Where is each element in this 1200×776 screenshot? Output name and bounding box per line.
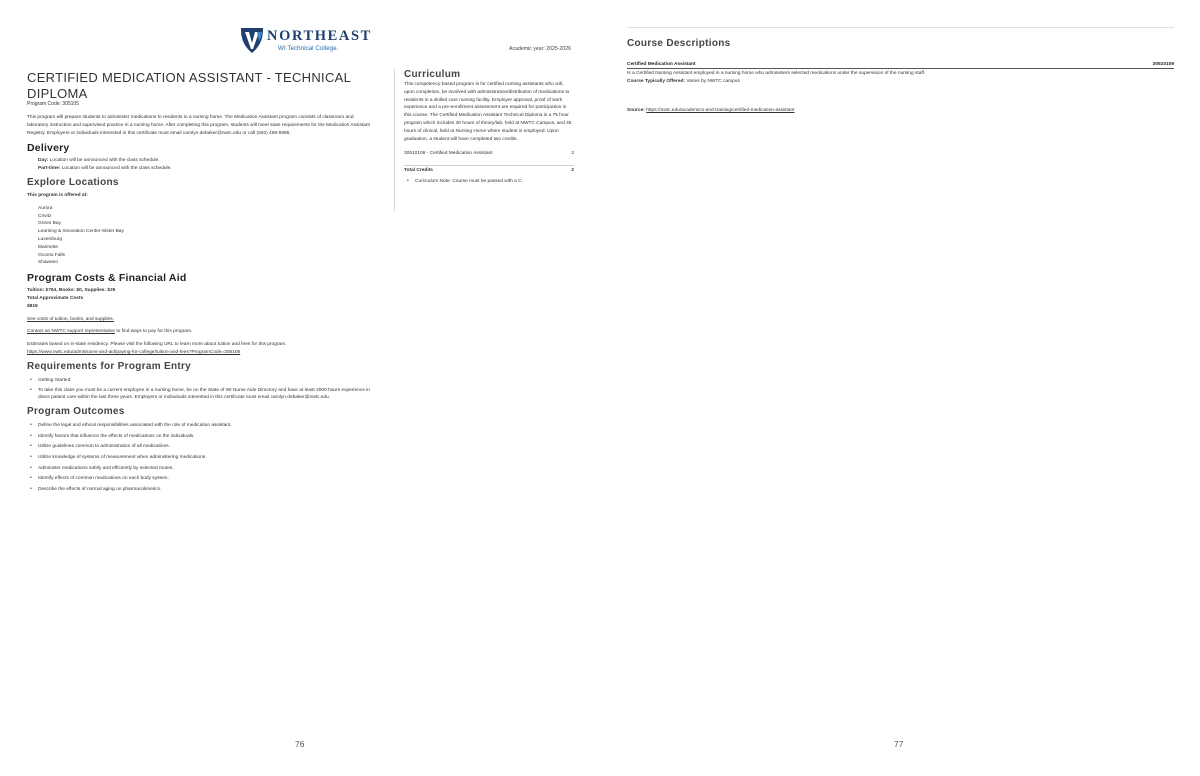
course-offered-label: Course Typically Offered: (627, 78, 686, 84)
location-item: Learning & Innovation Center-Sister Bay (38, 229, 124, 235)
curriculum-description: This competency-based program is for certified nursing assistants who will, upon completion, be involved with administration/distribution of medications to residents in a skilled care nursing facility. Employer approval, proof of work experience and a pre-enrollment assessment are required for participation in this course. The Certified Medication Assistant Technical Diploma is a 75 hour program which includes 30 hours of theory/lab, held at NWTC Campus, and 45 hours of clinical, held at Nursing Home where student is employed. Upon graduation, a student will have completed two credits. (404, 82, 572, 142)
costs-heading: Program Costs & Financial Aid (27, 272, 187, 285)
program-description: This program will prepare students to administer medications to residents in a nursing home. The Medication Assistant program consists of classroom and laboratory instruction and supervised practice in a nursing home. After completing this program, students will meet state requirements for the Medication Assistant Registry. Employers or individuals interested in this certificate must email carolyn.debaker@nwtc.edu or call (920) 498-6985. (27, 115, 370, 136)
curriculum-course-name: 30510109 - Certified Medication Assistant (404, 151, 493, 157)
estimates-text: Estimates based on in-state residency. Please visit the following URL to learn more about tuition and fees for this program. (27, 342, 287, 348)
delivery-parttime-label: Part-time: (38, 166, 61, 172)
location-item: Oconto Falls (38, 252, 65, 258)
logo-brand-text: NORTHEAST (267, 28, 372, 44)
academic-year: Academic year: 2025-2026 (509, 46, 571, 52)
location-item: Luxemburg (38, 236, 62, 242)
course-description-entry (627, 62, 1174, 86)
page-number-right: 77 (894, 739, 904, 749)
location-item: Marinette (38, 244, 58, 250)
course-number: 30510109 (1152, 62, 1174, 67)
costs-total-label: Total Approximate Costs (27, 295, 84, 301)
requirements-list (27, 377, 373, 402)
curriculum-sidebar (394, 69, 574, 211)
page-number-left: 76 (295, 739, 305, 749)
course-offered-text: Varies by NWTC campus (686, 78, 740, 84)
tuition-fees-link[interactable]: https://www.nwtc.edu/admissions-and-aid/paying-for-college/tuition-and-fees?ProgramCode=305105 (27, 349, 241, 355)
contact-line-text: to find ways to pay for this program. (114, 329, 193, 335)
contact-line (27, 328, 373, 336)
top-divider (627, 27, 1174, 28)
curriculum-heading: Curriculum (404, 69, 461, 80)
curriculum-total-label: Total Credits (404, 168, 433, 174)
outcome-item: • Define the legal and ethical responsibilities associated with the role of medication assistant. (27, 422, 373, 430)
costs-breakdown: Tuition: $794, Books: $0, Supplies: $25 (27, 288, 116, 294)
right-page (600, 0, 1200, 776)
curriculum-course-row (404, 151, 574, 156)
requirements-heading: Requirements for Program Entry (27, 360, 192, 372)
program-title: CERTIFIED MEDICATION ASSISTANT - TECHNICAL DIPLOMA (27, 70, 351, 101)
curriculum-course-credits: 2 (571, 151, 574, 157)
course-offered (627, 78, 1174, 86)
curriculum-note: • Curriculum Note: Course must be passed with a C. (404, 178, 574, 186)
curriculum-notes (404, 178, 574, 186)
location-item: Shawano (38, 260, 59, 266)
delivery-parttime-text: Location will be announced with the class schedule. (61, 166, 172, 172)
locations-list (27, 205, 373, 267)
outcome-item: • Identify effects of common medications on each body system. (27, 475, 373, 483)
delivery-heading: Delivery (27, 142, 70, 155)
contact-support-link[interactable]: Contact an NWTC support representative (27, 329, 115, 335)
course-description-header (627, 62, 1174, 69)
course-descriptions-heading: Course Descriptions (627, 38, 731, 49)
outcomes-heading: Program Outcomes (27, 406, 125, 418)
costs-total-value: $819 (27, 303, 38, 309)
course-title: Certified Medication Assistant (627, 62, 696, 67)
requirement-item: • To take this class you must be a current employee in a nursing home, be on the State of WI Nurse Aide Directory and have at least 2000 hours experience in direct patient care within the last three years. Employers or individuals interested in this certificate must email carolyn.debaker@nwtc.edu. (27, 387, 373, 403)
location-item: Aurora (38, 205, 53, 211)
outcome-item: • Identify factors that influence the effects of medications on the individuals. (27, 433, 373, 441)
curriculum-total-row (404, 165, 574, 173)
see-costs-link[interactable]: See costs of tuition, books, and supplies. (27, 316, 114, 322)
logo-subtitle: WI Technical College. (278, 45, 339, 52)
shield-logo-icon (240, 26, 264, 54)
source-link[interactable]: https://nwtc.edu/academics-and-training/certified-medication-assistant (646, 108, 795, 113)
delivery-day (27, 157, 373, 165)
locations-offered-label: This program is offered at: (27, 192, 88, 198)
delivery-day-text: Location will be announced with the class schedule. (49, 158, 160, 164)
outcome-item: • Administer medications safely and efficiently by selected routes. (27, 465, 373, 473)
source-line (627, 108, 794, 113)
outcomes-list (27, 422, 373, 493)
location-item: Green Bay (38, 221, 61, 227)
source-label: Source: (627, 108, 645, 113)
curriculum-total-value: 2 (571, 168, 574, 174)
delivery-day-label: Day: (38, 158, 49, 164)
course-text: Is a Certified Nursing Assistant employed in a nursing home who administers selected medications under the supervision of the nursing staff. (627, 71, 926, 76)
delivery-parttime (27, 165, 373, 173)
locations-heading: Explore Locations (27, 176, 119, 188)
requirement-item: • Getting Started: (27, 377, 373, 385)
outcome-item: • Utilize knowledge of systems of measurement when administering medications. (27, 454, 373, 462)
program-code: Program Code: 305105 (27, 101, 79, 107)
location-item: Crivitz (38, 213, 52, 219)
program-main-content (27, 70, 373, 493)
nwtc-logo (240, 26, 370, 56)
outcome-item: • Describe the effects of normal aging on pharmacokinetics. (27, 486, 373, 494)
outcome-item: • Utilize guidelines common to administration of all medications. (27, 443, 373, 451)
